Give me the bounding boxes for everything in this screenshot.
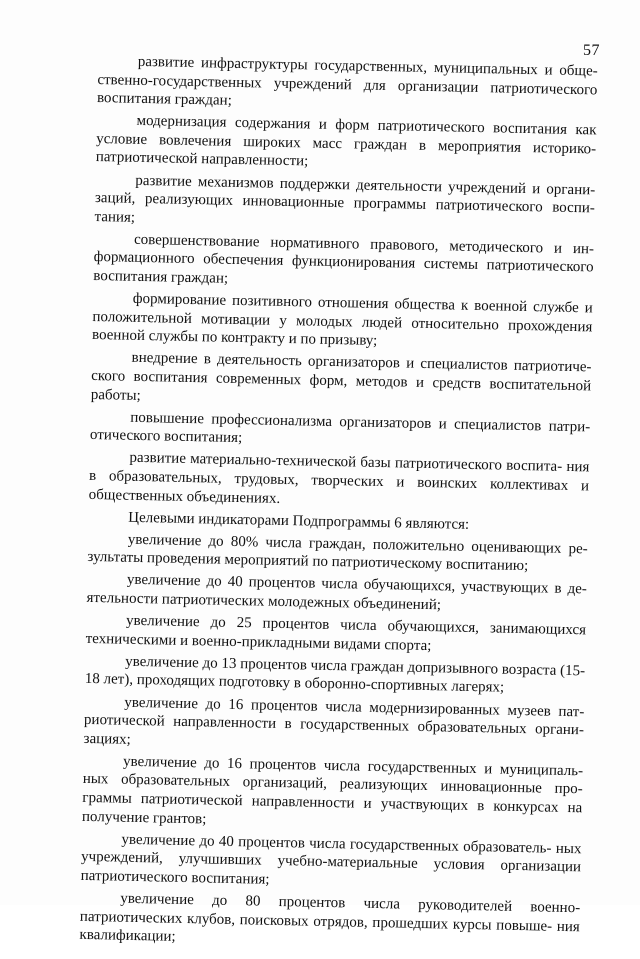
indicator-item: увеличение до 25 процентов числа обучающихся, занимающихся техническими и военно-прикладными видами спорта; bbox=[85, 612, 587, 654]
paragraph: повышение профессионализма организаторов и специалистов патри- отического воспитания; bbox=[89, 409, 591, 447]
paragraph: внедрение в деятельность организаторов и специалистов патриотиче- ского воспитания современных форм, методов и средств воспитательной работы; bbox=[90, 350, 592, 404]
indicator-item: увеличение до 40 процентов числа обучающихся, участвующих в де- ятельности патриотических молодежных объединений; bbox=[86, 572, 588, 614]
indicators-intro: Целевыми индикаторами Подпрограммы 6 являются: bbox=[128, 509, 470, 533]
paragraph: развитие механизмов поддержки деятельности учреждений и органи- заций, реализующих инновационные программы патриотического воспи- тания; bbox=[94, 172, 596, 226]
paragraph: развитие инфраструктуры государственных, муниципальных и обще- ственно-государственных учреждений для организации патриотического воспитания граждан; bbox=[96, 53, 598, 109]
indicator-item: увеличение до 40 процентов числа государственных образователь- ных учреждений, улучшивших учебно-материальные условия организации патриотического воспитания; bbox=[80, 831, 582, 888]
document-body bbox=[79, 52, 598, 958]
paragraph: модернизация содержания и форм патриотического воспитания как условие вовлечения широких масс граждан в мероприятия историко- патриотической направленности; bbox=[95, 113, 597, 170]
page-number: 57 bbox=[583, 42, 600, 59]
indicator-item: увеличение до 13 процентов числа граждан допризывного возраста (15-18 лет), проходящих подготовку в оборонно-спортивных лагерях; bbox=[84, 653, 586, 697]
indicator-item: увеличение до 80 процентов числа руководителей военно- патриотических клубов, поисковых отрядов, прошедших курсы повыше- ния квалификации; bbox=[79, 890, 581, 945]
indicator-item: увеличение до 16 процентов числа государственных и муниципаль- ных образовательных организаций, реализующих инновационные про- граммы патриотической направленности и участвующих в конкурсах на получение грантов; bbox=[81, 753, 584, 827]
indicator-item: увеличение до 80% числа граждан, положительно оценивающих ре- зультаты проведения мероприятий по патриотическому воспитанию; bbox=[87, 531, 588, 575]
indicator-item: увеличение до 16 процентов числа модернизированных музеев пат- риотической направленности в государственных образовательных органи- зациях; bbox=[83, 694, 585, 748]
paragraph: развитие материально-технической базы патриотического воспита- ния в образовательных, трудовых, творческих и воинских коллективах и общественных объединениях. bbox=[88, 450, 590, 507]
paragraph: формирование позитивного отношения общества к военной службе и положительной мотивации у молодых людей относительно прохождения военной службы по контракту и по призыву; bbox=[91, 290, 593, 350]
paragraph: совершенствование нормативного правового, методического и ин- формационного обеспечения функционирования системы патриотического воспитания граждан; bbox=[93, 231, 595, 287]
